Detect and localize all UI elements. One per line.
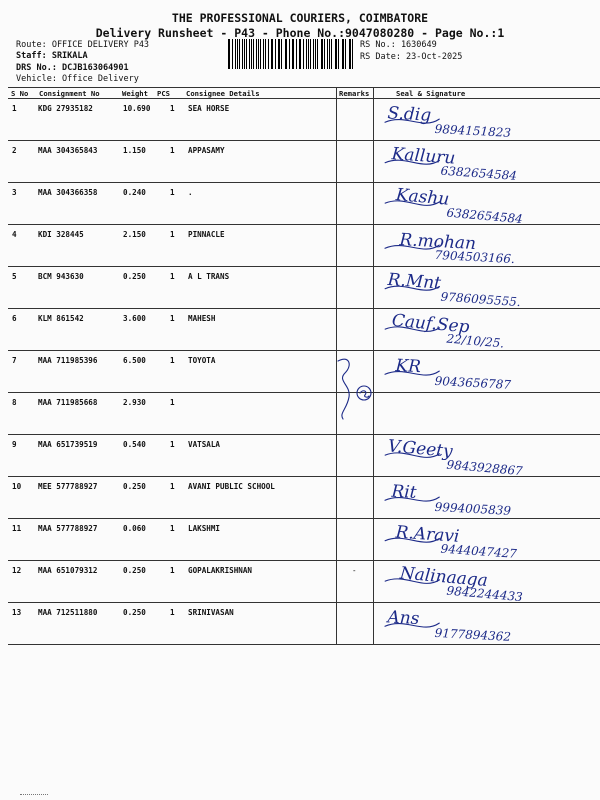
signature-name: V.Geety [387, 436, 454, 462]
cell-sno: 13 [12, 608, 22, 617]
cell-consignment: MEE 577788927 [38, 482, 98, 491]
cell-pcs: 1 [170, 314, 175, 323]
header-bottom-rule [8, 98, 600, 99]
cell-consignee: LAKSHMI [188, 524, 221, 533]
barcode-bar [265, 39, 266, 69]
signature-name: Kalluru [390, 144, 456, 169]
footer-mark [20, 794, 48, 795]
cell-weight: 1.150 [123, 146, 146, 155]
signature [375, 565, 590, 609]
cell-weight: 0.240 [123, 188, 146, 197]
cell-pcs: 1 [170, 104, 175, 113]
barcode-bar [345, 39, 346, 69]
cell-consignee: TOYOTA [188, 356, 216, 365]
cell-consignee: MAHESH [188, 314, 216, 323]
company-title: THE PROFESSIONAL COURIERS, COIMBATORE [171, 11, 429, 25]
cell-sno: 8 [12, 398, 17, 407]
cell-sno: 11 [12, 524, 22, 533]
cell-pcs: 1 [170, 356, 175, 365]
col-remarks-header: Remarks [339, 89, 370, 98]
col-consignment-header: Consignment No [39, 89, 100, 98]
signature-name: KR [394, 355, 422, 378]
cell-consignment: MAA 304365843 [38, 146, 98, 155]
barcode-bar [251, 39, 252, 69]
cell-pcs: 1 [170, 566, 175, 575]
signature-phone: 9043656787 [434, 373, 512, 392]
cell-weight: 10.690 [123, 104, 151, 113]
cell-consignment: MAA 577788927 [38, 524, 98, 533]
cell-weight: 0.250 [123, 272, 146, 281]
signature-phone: 9444047427 [440, 541, 518, 561]
signature-name: R.mohan [398, 230, 477, 255]
cell-pcs: 1 [170, 188, 175, 197]
cell-weight: 2.930 [123, 398, 146, 407]
signature-name: Cauf.Sep [391, 310, 471, 338]
runsheet-subtitle: Delivery Runsheet - P43 - Phone No.:9047080280 - Page No.:1 [95, 26, 505, 40]
cell-consignment: KLM 861542 [38, 314, 84, 323]
signature-phone: 9843928867 [445, 457, 524, 479]
cell-weight: 0.060 [123, 524, 146, 533]
cell-sno: 2 [12, 146, 17, 155]
signature-phone: 9994005839 [434, 499, 512, 518]
cell-remarks: - [352, 566, 357, 575]
cell-pcs: 1 [170, 230, 175, 239]
row-rule [8, 434, 600, 435]
cell-sno: 12 [12, 566, 22, 575]
cell-consignment: MAA 651739519 [38, 440, 98, 449]
cell-sno: 3 [12, 188, 17, 197]
signature-name: Kashu [395, 185, 451, 210]
col-sno-header: S No [11, 89, 29, 98]
drs-number: DRS No.: DCJB163064901 [16, 63, 129, 73]
signature-phone: 7904503166. [434, 247, 516, 267]
row-7-stamp-scribble [335, 355, 375, 425]
cell-sno: 5 [12, 272, 17, 281]
signature-name: R.Mnt [387, 269, 442, 294]
cell-consignment: KDG 27935182 [38, 104, 93, 113]
cell-sno: 1 [12, 104, 17, 113]
barcode-bar [313, 39, 314, 69]
signature-name: R.Aravi [394, 522, 461, 547]
cell-sno: 7 [12, 356, 17, 365]
col-pcs-header: PCS [157, 89, 170, 98]
cell-weight: 0.540 [123, 440, 146, 449]
col-weight-header: Weight [122, 89, 148, 98]
cell-consignee: A L TRANS [188, 272, 230, 281]
cell-weight: 0.250 [123, 608, 146, 617]
cell-pcs: 1 [170, 272, 175, 281]
barcode-bar [293, 39, 294, 69]
signature [375, 523, 590, 567]
signature-phone: 9894151823 [434, 121, 512, 140]
cell-sno: 9 [12, 440, 17, 449]
cell-consignment: MAA 711985396 [38, 356, 98, 365]
cell-weight: 0.250 [123, 482, 146, 491]
cell-consignment: KDI 328445 [38, 230, 84, 239]
barcode-bar [235, 39, 236, 69]
col-seal-header: Seal & Signature [396, 89, 466, 98]
signature [375, 481, 590, 525]
signature [375, 355, 590, 399]
cell-consignment: BCM 943630 [38, 272, 84, 281]
cell-weight: 0.250 [123, 566, 146, 575]
signature-phone: 9842244433 [445, 583, 524, 605]
col-consignee-header: Consignee Details [186, 89, 260, 98]
cell-weight: 6.500 [123, 356, 146, 365]
signature [375, 145, 590, 189]
staff-label: Staff: SRIKALA [16, 51, 88, 61]
cell-consignee: SRINIVASAN [188, 608, 234, 617]
cell-pcs: 1 [170, 524, 175, 533]
barcode-bar [329, 39, 330, 69]
cell-consignment: MAA 651079312 [38, 566, 98, 575]
signature [375, 310, 590, 357]
signature-name: Rit [390, 481, 418, 503]
cell-pcs: 1 [170, 608, 175, 617]
cell-consignee: VATSALA [188, 440, 221, 449]
signature-phone: 6382654584 [440, 163, 518, 183]
cell-sno: 10 [12, 482, 22, 491]
cell-consignee: APPASAMY [188, 146, 225, 155]
cell-weight: 2.150 [123, 230, 146, 239]
cell-sno: 6 [12, 314, 17, 323]
cell-pcs: 1 [170, 398, 175, 407]
cell-pcs: 1 [170, 440, 175, 449]
rs-date: RS Date: 23-Oct-2025 [360, 52, 463, 62]
cell-consignee: SEA HORSE [188, 104, 230, 113]
cell-sno: 4 [12, 230, 17, 239]
cell-consignee: PINNACLE [188, 230, 225, 239]
signature-phone: 22/10/25. [445, 331, 505, 351]
signature-name: Nalinaaga [399, 563, 489, 592]
route-label: Route: OFFICE DELIVERY P43 [16, 40, 150, 50]
cell-consignment: MAA 711985668 [38, 398, 98, 407]
cell-weight: 3.600 [123, 314, 146, 323]
barcode-bar [281, 39, 282, 69]
signature-name: S.dig [386, 103, 432, 126]
signature [375, 229, 590, 273]
signature-phone: 6382654584 [445, 205, 524, 227]
signature [375, 271, 590, 315]
signature-phone: 9177894362 [434, 625, 512, 644]
signature [375, 103, 590, 147]
cell-consignee: AVANI PUBLIC SCHOOL [188, 482, 275, 491]
vehicle-label: Vehicle: Office Delivery [16, 74, 139, 84]
signature [375, 187, 590, 231]
signature [375, 607, 590, 651]
cell-consignment: MAA 304366358 [38, 188, 98, 197]
barcode [228, 39, 356, 69]
signature-phone: 9786095555. [440, 289, 522, 310]
rs-number: RS No.: 1630649 [360, 40, 437, 50]
cell-consignee: GOPALAKRISHNAN [188, 566, 253, 575]
cell-pcs: 1 [170, 482, 175, 491]
signature [375, 436, 590, 483]
signature-name: Ans [386, 607, 420, 630]
cell-pcs: 1 [170, 146, 175, 155]
cell-consignment: MAA 712511880 [38, 608, 98, 617]
table-top-rule [8, 87, 600, 88]
cell-consignee: . [188, 188, 193, 197]
